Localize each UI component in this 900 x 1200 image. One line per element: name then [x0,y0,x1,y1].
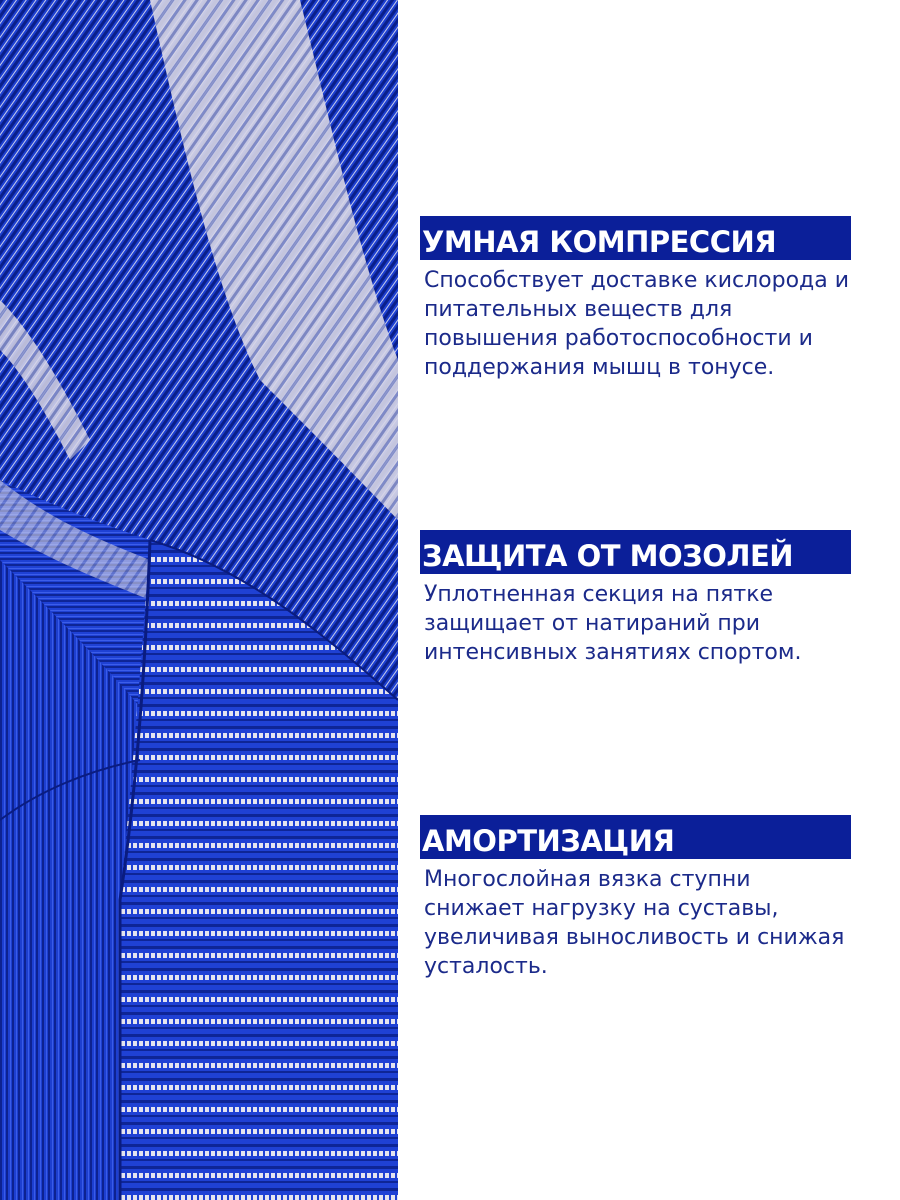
feature-title: АМОРТИЗАЦИЯ [420,815,851,859]
feature-description: Многослойная вязка ступни снижает нагрузку на суставы, увеличивая выносливость и снижая усталость. [424,867,845,979]
feature-title: ЗАЩИТА ОТ МОЗОЛЕЙ [420,530,851,574]
feature-description: Способствует доставке кислорода и питательных веществ для повышения работоспособности и поддержания мышц в тонусе. [424,268,850,380]
feature-smart-compression [420,216,860,382]
feature-blister-protection [420,530,860,667]
feature-description: Уплотненная секция на пятке защищает от натираний при интенсивных занятиях спортом. [424,582,802,665]
feature-title: УМНАЯ КОМПРЕССИЯ [420,216,851,260]
feature-cushioning [420,815,860,981]
knit-fabric-photo [0,0,398,1200]
